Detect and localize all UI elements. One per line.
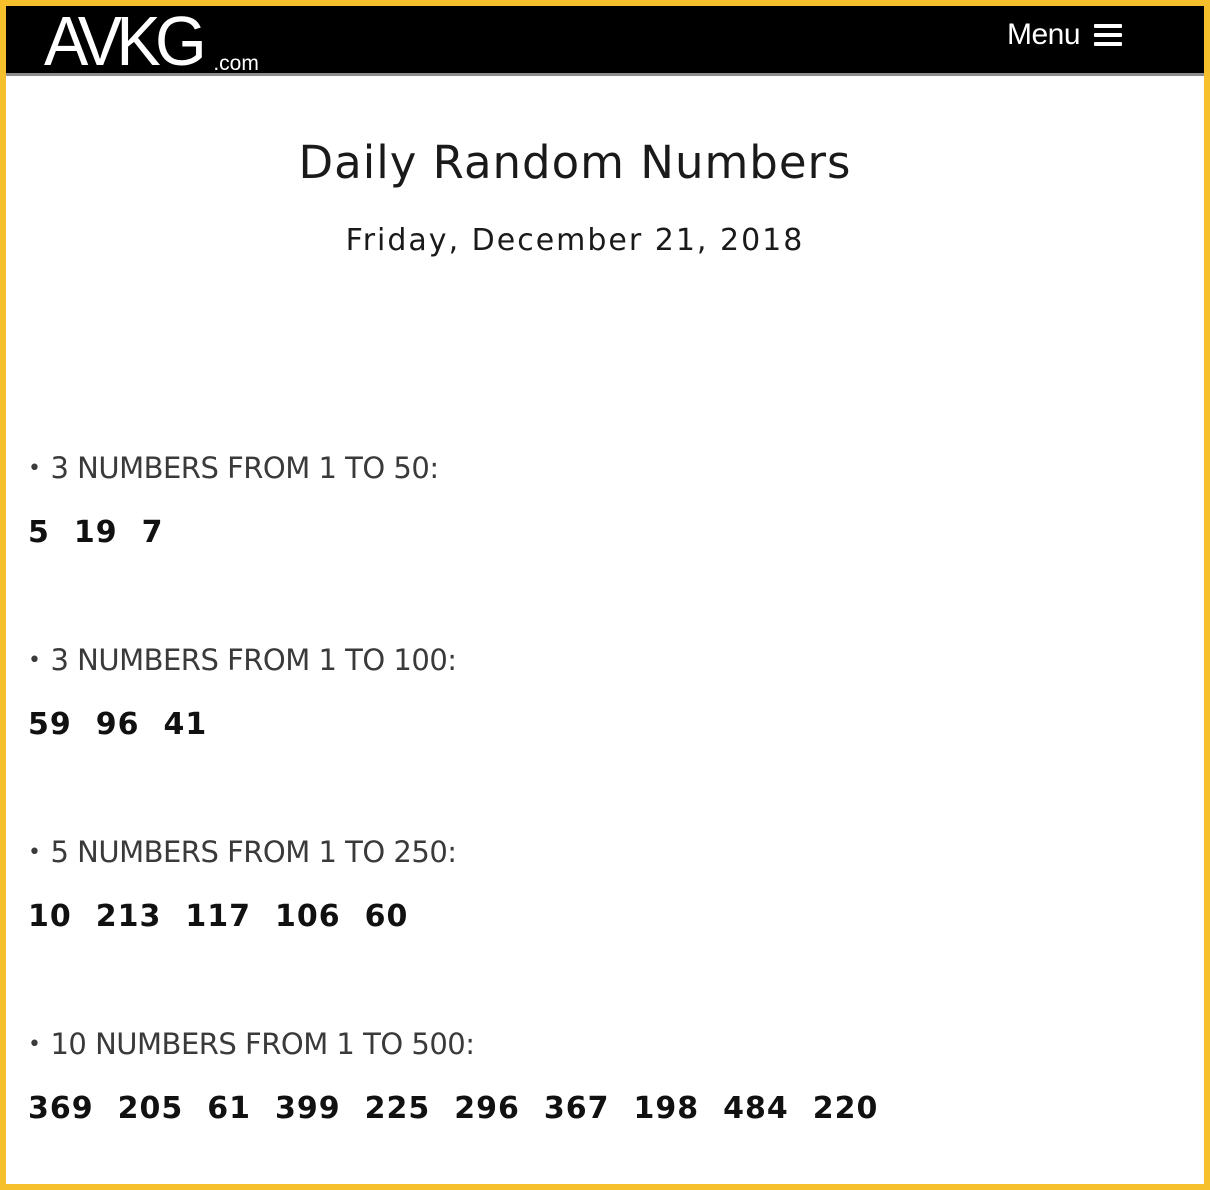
number-list xyxy=(28,515,439,550)
section-heading: • 3 NUMBERS FROM 1 TO 50: xyxy=(28,451,439,485)
random-number: 213 xyxy=(95,899,162,934)
page-date: Friday, December 21, 2018 xyxy=(345,223,805,258)
random-number: 225 xyxy=(364,1091,431,1126)
random-number: 484 xyxy=(723,1091,789,1126)
number-section-4 xyxy=(28,1027,902,1126)
menu-button[interactable] xyxy=(1007,18,1122,52)
page-title: Daily Random Numbers xyxy=(298,136,852,189)
random-number: 198 xyxy=(633,1091,700,1126)
site-logo[interactable] xyxy=(44,0,259,80)
number-list xyxy=(28,899,457,934)
bullet-icon: • xyxy=(28,1032,41,1057)
random-number: 220 xyxy=(812,1091,879,1126)
number-section-3 xyxy=(28,835,457,934)
section-heading: • 10 NUMBERS FROM 1 TO 500: xyxy=(28,1027,475,1061)
logo-text: AVKG xyxy=(44,2,202,80)
random-number: 399 xyxy=(275,1091,341,1126)
random-number: 61 xyxy=(207,1091,251,1126)
random-number: 41 xyxy=(163,707,208,742)
random-number: 106 xyxy=(275,899,341,934)
number-section-1 xyxy=(28,451,439,550)
random-number: 7 xyxy=(141,515,164,550)
random-number: 10 xyxy=(28,899,72,934)
section-heading: • 5 NUMBERS FROM 1 TO 250: xyxy=(28,835,457,869)
random-number: 19 xyxy=(73,515,118,550)
menu-label: Menu xyxy=(1006,18,1080,51)
random-number: 5 xyxy=(28,515,50,550)
random-number: 369 xyxy=(28,1091,94,1126)
random-number: 296 xyxy=(454,1091,520,1126)
random-number: 96 xyxy=(95,707,140,742)
bullet-icon: • xyxy=(28,840,41,865)
random-number: 59 xyxy=(28,707,72,742)
bullet-icon: • xyxy=(28,456,41,481)
random-number: 60 xyxy=(364,899,409,934)
number-list xyxy=(28,1091,902,1126)
random-number: 367 xyxy=(543,1091,610,1126)
number-list xyxy=(28,707,457,742)
random-number: 205 xyxy=(117,1091,184,1126)
section-heading: • 3 NUMBERS FROM 1 TO 100: xyxy=(28,643,457,677)
bullet-icon: • xyxy=(28,648,41,673)
random-number: 117 xyxy=(185,899,251,934)
number-section-2 xyxy=(28,643,457,742)
top-navigation-bar xyxy=(6,2,1204,80)
hamburger-icon xyxy=(1094,24,1122,46)
logo-suffix: .com xyxy=(213,52,259,75)
